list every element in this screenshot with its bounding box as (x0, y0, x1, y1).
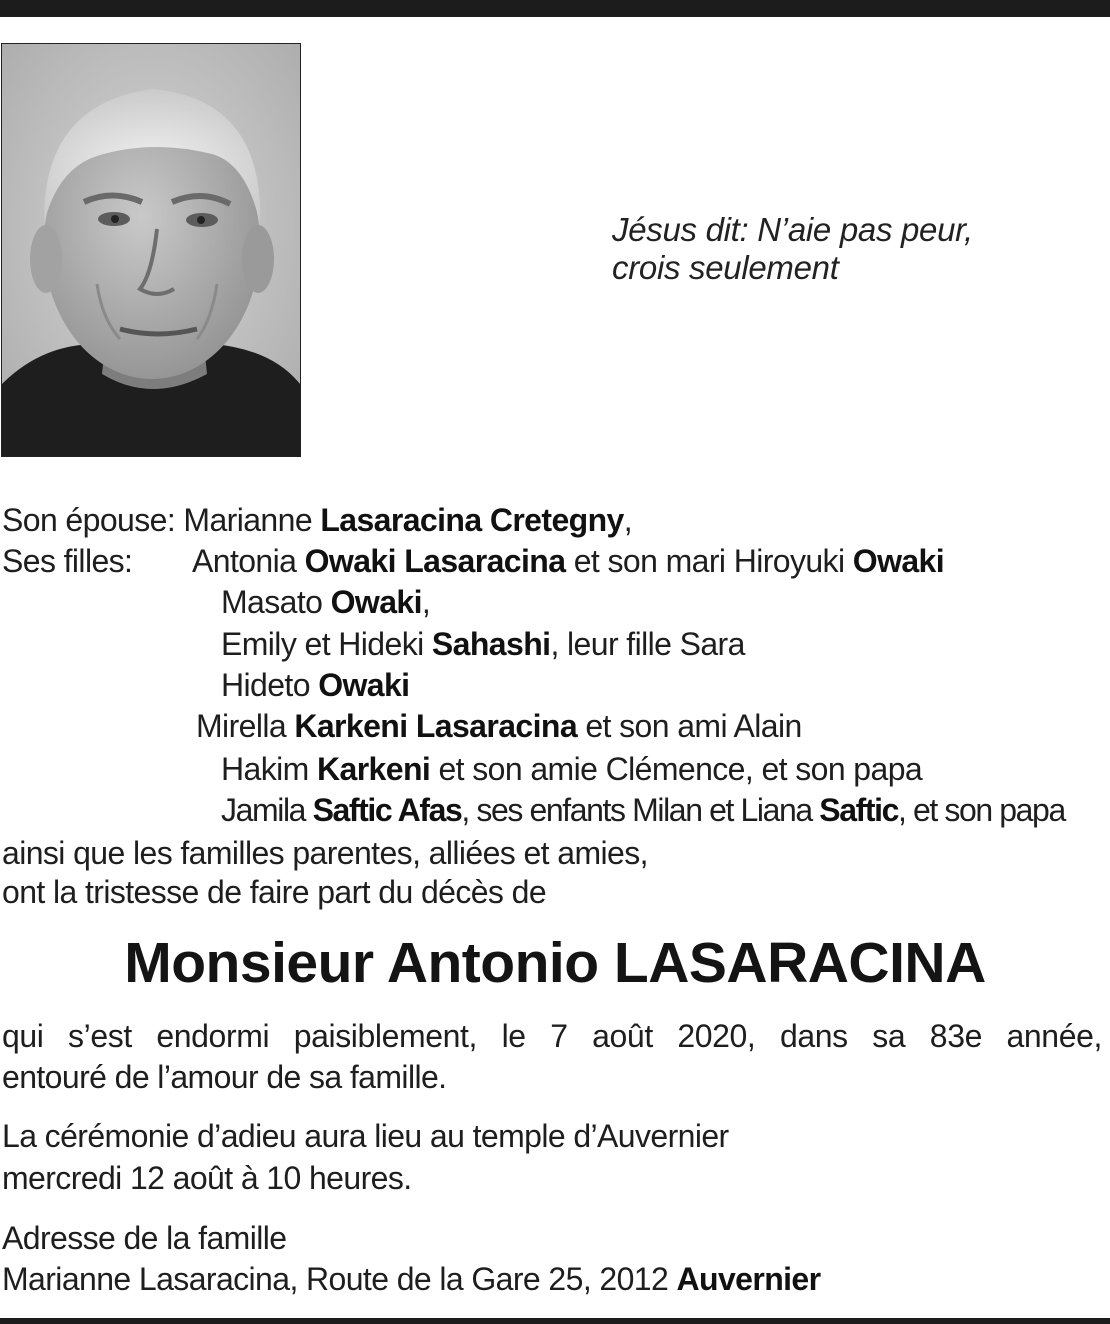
emily-trail: , leur fille Sara (550, 626, 745, 662)
grandchild-hakim-line (221, 749, 922, 789)
mirella-last-name: Karkeni Lasaracina (294, 708, 578, 744)
bible-quote (612, 211, 973, 287)
grandchild-masato-line (221, 582, 430, 622)
passing-line-2: entouré de l’amour de sa famille. (2, 1059, 447, 1095)
spouse-last-name: Lasaracina Cretegny (320, 502, 624, 538)
top-rule (0, 0, 1110, 17)
jamila-children: , ses enfants Milan et Liana (461, 792, 812, 828)
masato-first-name: Masato (221, 584, 323, 620)
address-label: Adresse de la famille (2, 1220, 287, 1256)
spouse-line (2, 500, 632, 540)
jamila-trail: , et son papa (898, 792, 1065, 828)
quote-line-1: Jésus dit: N’aie pas peur, (612, 211, 973, 248)
portrait-illustration (2, 44, 300, 456)
address-town: Auvernier (676, 1261, 821, 1297)
spouse-first-name: Marianne (183, 502, 313, 538)
address-text: Marianne Lasaracina, Route de la Gare 25, 2012 (2, 1261, 669, 1297)
bottom-rule (0, 1318, 1110, 1324)
passing-line-1: qui s’est endormi paisiblement, le 7 août 2020, dans sa 83e année, (2, 1018, 1102, 1054)
ceremony-line-2: mercredi 12 août à 10 heures. (2, 1160, 412, 1196)
emily-first-names: Emily et Hideki (221, 626, 424, 662)
antonia-last-name: Owaki Lasaracina (304, 543, 566, 579)
grandchild-hideto-line (221, 665, 409, 705)
grandchild-emily-line (221, 624, 745, 664)
portrait-photo (1, 43, 301, 457)
masato-trail: , (421, 584, 431, 620)
hideto-last-name: Owaki (318, 667, 410, 703)
relatives-line: ainsi que les familles parentes, alliées et amies, (2, 835, 648, 871)
deceased-name: Monsieur Antonio LASARACINA (124, 931, 986, 995)
daughter-antonia-line (192, 541, 944, 581)
address-line (2, 1259, 820, 1299)
mirella-trail: et son ami Alain (585, 708, 802, 744)
announcement-line: ont la tristesse de faire part du décès de (2, 874, 547, 910)
emily-last-name: Sahashi (431, 626, 551, 662)
antonia-husband: et son mari Hiroyuki (573, 543, 845, 579)
antonia-husband-last-name: Owaki (852, 543, 945, 579)
hakim-last-name: Karkeni (316, 751, 431, 787)
mirella-first-name: Mirella (196, 708, 287, 744)
spouse-label: Son épouse: (2, 502, 176, 538)
hakim-first-name: Hakim (221, 751, 309, 787)
ceremony-line-1: La cérémonie d’adieu aura lieu au temple d’Auvernier (2, 1118, 729, 1154)
jamila-first-name: Jamila (221, 792, 306, 828)
jamila-children-last-name: Saftic (819, 792, 899, 828)
hideto-first-name: Hideto (221, 667, 310, 703)
masato-last-name: Owaki (330, 584, 422, 620)
antonia-first-name: Antonia (192, 543, 297, 579)
grandchild-jamila-line (221, 790, 1065, 830)
hakim-trail: et son amie Clémence, et son papa (438, 751, 923, 787)
quote-line-2: crois seulement (612, 249, 839, 286)
daughters-label: Ses filles: (2, 543, 133, 579)
jamila-last-name: Saftic Afas (312, 792, 462, 828)
spouse-trail: , (623, 502, 633, 538)
daughter-mirella-line (196, 706, 802, 746)
